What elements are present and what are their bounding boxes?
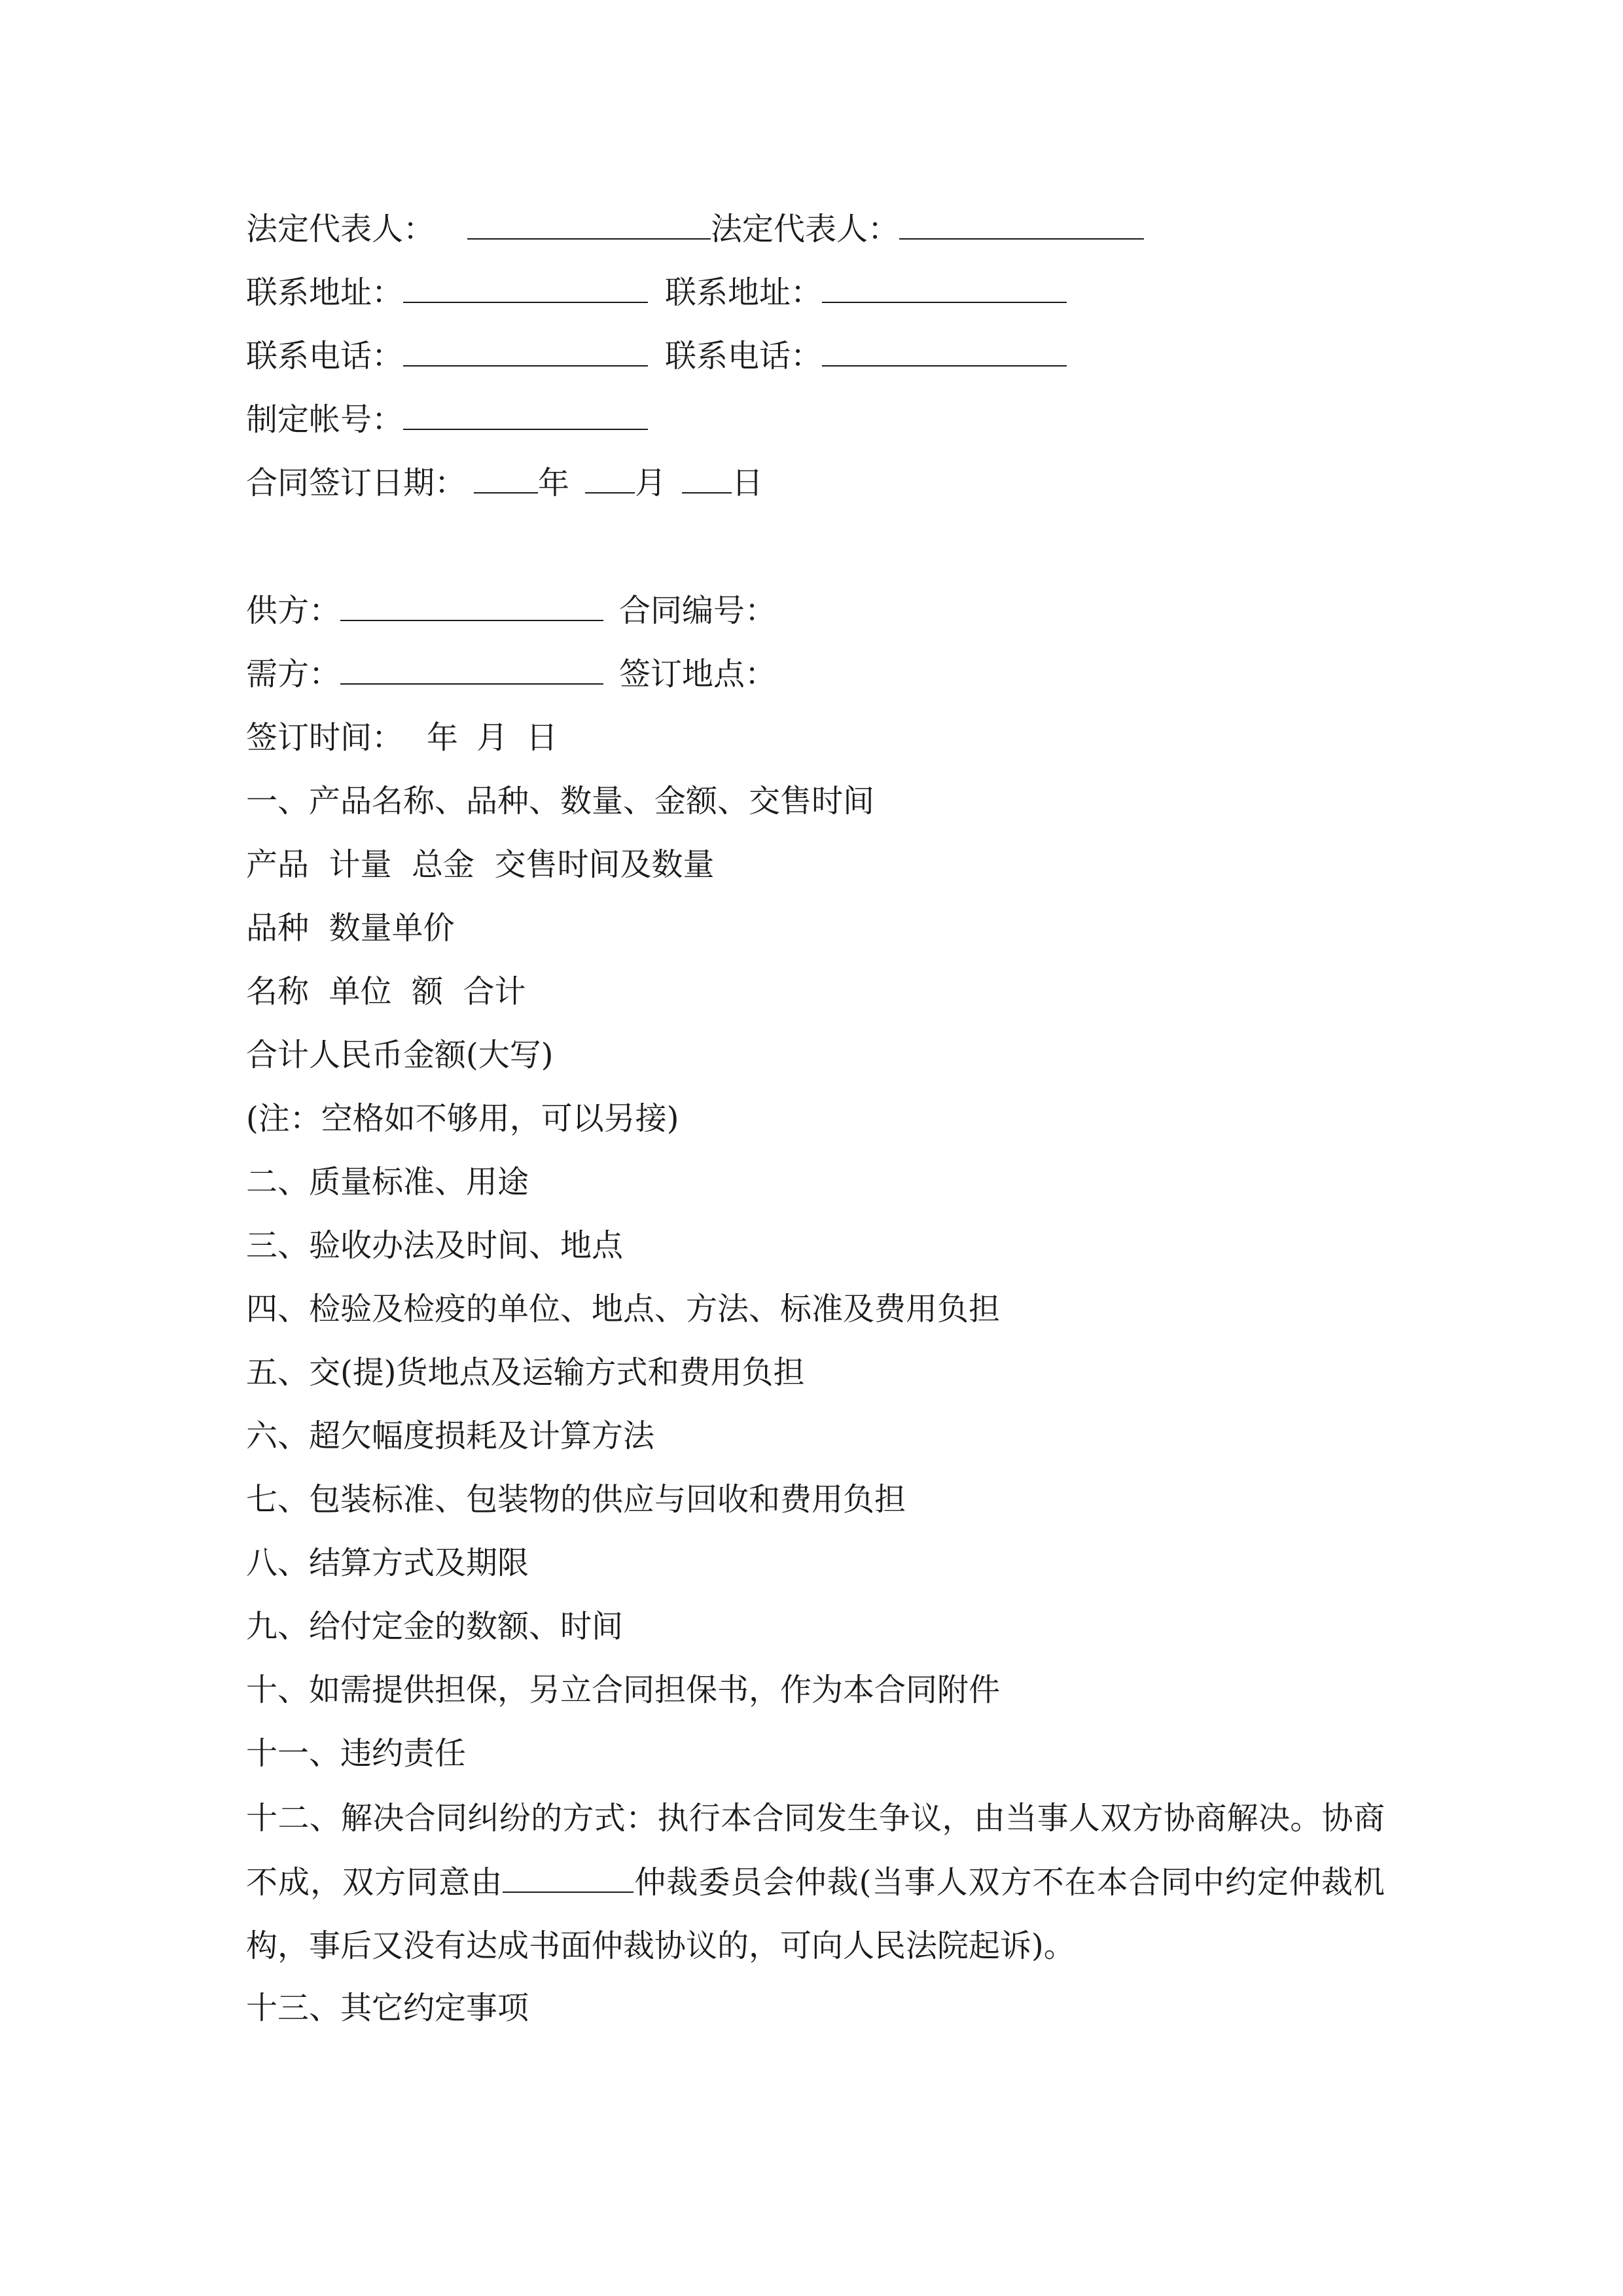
buyer-label: 需方： — [246, 656, 341, 692]
address-row — [246, 273, 1067, 312]
clause-3: 三、验收办法及时间、地点 — [246, 1227, 624, 1264]
supplier-blank[interactable] — [340, 591, 603, 621]
contract-no-label: 合同编号： — [619, 592, 777, 629]
legal-rep-blank-a[interactable] — [467, 209, 711, 240]
phone-label-b: 联系电话： — [665, 338, 823, 374]
supplier-row — [246, 591, 776, 630]
clause-8: 八、结算方式及期限 — [246, 1545, 529, 1581]
address-blank-b[interactable] — [822, 273, 1067, 303]
supplier-label: 供方： — [246, 592, 341, 629]
clause-4: 四、检验及检疫的单位、地点、方法、标准及费用负担 — [246, 1291, 1001, 1327]
product-table-row-2: 品种 数量单价 — [246, 910, 455, 946]
sign-day-blank[interactable] — [682, 463, 732, 493]
product-table-row-1: 产品 计量 总金 交售时间及数量 — [246, 846, 715, 883]
clause-10: 十、如需提供担保，另立合同担保书，作为本合同附件 — [246, 1672, 1001, 1708]
legal-rep-row — [246, 209, 1144, 249]
sign-place-label: 签订地点： — [619, 656, 777, 692]
buyer-row — [246, 655, 776, 694]
dispute-clause-part-2: 仲裁委员会仲裁(当事人双方不在本合同中约定仲裁机构，事后又没有达成书面仲裁协议的，可向人民法院起诉)。 — [246, 1863, 1385, 1964]
clause-9: 九、给付定金的数额、时间 — [246, 1608, 624, 1645]
total-rmb-line: 合计人民币金额(大写) — [246, 1037, 554, 1073]
legal-rep-blank-b[interactable] — [899, 209, 1144, 240]
sign-time-label: 签订时间： — [246, 719, 404, 756]
sign-time-day: 日 — [526, 719, 558, 756]
sign-day-label: 日 — [732, 465, 764, 501]
clause-2: 二、质量标准、用途 — [246, 1164, 529, 1200]
clause-13: 十三、其它约定事项 — [246, 1990, 529, 2026]
account-blank[interactable] — [403, 400, 648, 430]
sign-time-month: 月 — [476, 719, 508, 756]
product-note: (注：空格如不够用，可以另接) — [246, 1100, 679, 1137]
sign-date-row — [246, 463, 763, 503]
account-label: 制定帐号： — [246, 401, 404, 438]
sign-month-blank[interactable] — [585, 463, 635, 493]
sign-month-label: 月 — [635, 465, 667, 501]
clause-7: 七、包装标准、包装物的供应与回收和费用负担 — [246, 1481, 906, 1518]
sign-time-row — [246, 718, 558, 757]
address-blank-a[interactable] — [403, 273, 648, 303]
address-label-a: 联系地址： — [246, 274, 404, 311]
phone-blank-b[interactable] — [822, 336, 1067, 367]
clause-5: 五、交(提)货地点及运输方式和费用负担 — [246, 1354, 805, 1391]
legal-rep-label-b: 法定代表人： — [711, 211, 900, 247]
product-table-row-3: 名称 单位 额 合计 — [246, 973, 526, 1010]
clause-6: 六、超欠幅度损耗及计算方法 — [246, 1418, 655, 1454]
legal-rep-label-a: 法定代表人： — [246, 211, 435, 247]
phone-label-a: 联系电话： — [246, 338, 404, 374]
sign-date-label: 合同签订日期： — [246, 465, 467, 501]
sign-time-year: 年 — [427, 719, 459, 756]
dispute-clause — [246, 1787, 1385, 1979]
dispute-clause-part-1: 十二、解决合同纠纷的方式：执行本合同发生争议，由当事人双方协商解决。协商不成，双方同意由 — [246, 1800, 1385, 1901]
buyer-blank[interactable] — [340, 655, 603, 685]
account-row — [246, 400, 648, 439]
product-heading: 一、产品名称、品种、数量、金额、交售时间 — [246, 783, 875, 819]
sign-year-label: 年 — [538, 465, 570, 501]
phone-blank-a[interactable] — [403, 336, 648, 367]
arbitration-body-blank[interactable] — [503, 1865, 633, 1893]
address-label-b: 联系地址： — [665, 274, 823, 311]
sign-year-blank[interactable] — [474, 463, 538, 493]
phone-row — [246, 336, 1067, 376]
clause-11: 十一、违约责任 — [246, 1735, 467, 1772]
